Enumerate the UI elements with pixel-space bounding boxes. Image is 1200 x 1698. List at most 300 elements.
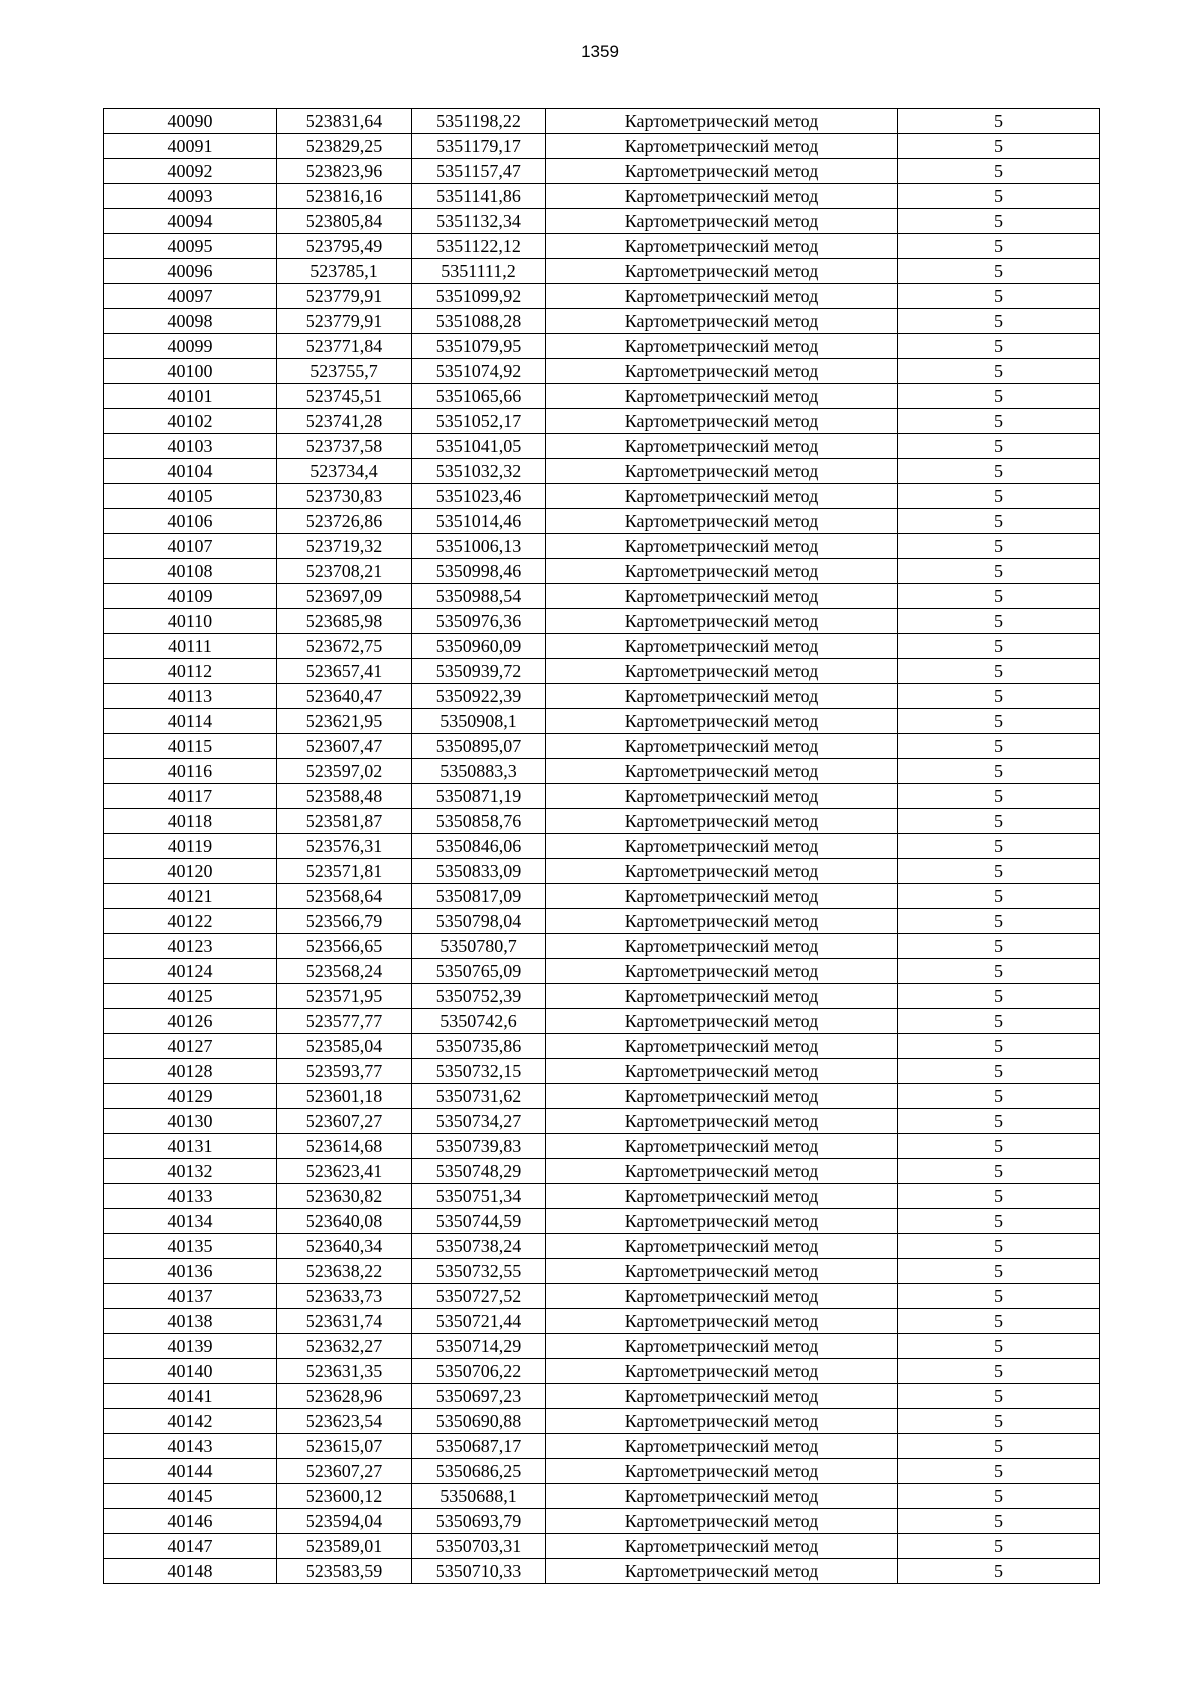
x-coordinate-cell: 523633,73 bbox=[277, 1284, 412, 1309]
method-cell: Картометрический метод bbox=[546, 884, 898, 909]
table-row bbox=[104, 534, 1100, 559]
point-number-cell: 40110 bbox=[104, 609, 277, 634]
y-coordinate-cell: 5350697,23 bbox=[412, 1384, 546, 1409]
point-number-cell: 40095 bbox=[104, 234, 277, 259]
y-coordinate-cell: 5351157,47 bbox=[412, 159, 546, 184]
x-coordinate-cell: 523576,31 bbox=[277, 834, 412, 859]
table-row bbox=[104, 109, 1100, 134]
method-cell: Картометрический метод bbox=[546, 609, 898, 634]
x-coordinate-cell: 523640,34 bbox=[277, 1234, 412, 1259]
point-number-cell: 40104 bbox=[104, 459, 277, 484]
table-row bbox=[104, 784, 1100, 809]
table-row bbox=[104, 984, 1100, 1009]
point-number-cell: 40113 bbox=[104, 684, 277, 709]
table-row bbox=[104, 1534, 1100, 1559]
table-row bbox=[104, 1159, 1100, 1184]
accuracy-cell: 5 bbox=[898, 184, 1100, 209]
table-row bbox=[104, 909, 1100, 934]
x-coordinate-cell: 523640,08 bbox=[277, 1209, 412, 1234]
y-coordinate-cell: 5350687,17 bbox=[412, 1434, 546, 1459]
method-cell: Картометрический метод bbox=[546, 834, 898, 859]
point-number-cell: 40114 bbox=[104, 709, 277, 734]
table-row bbox=[104, 484, 1100, 509]
x-coordinate-cell: 523571,81 bbox=[277, 859, 412, 884]
method-cell: Картометрический метод bbox=[546, 734, 898, 759]
page-number: 1359 bbox=[581, 42, 619, 61]
table-row bbox=[104, 1209, 1100, 1234]
point-number-cell: 40132 bbox=[104, 1159, 277, 1184]
x-coordinate-cell: 523601,18 bbox=[277, 1084, 412, 1109]
y-coordinate-cell: 5350732,55 bbox=[412, 1259, 546, 1284]
accuracy-cell: 5 bbox=[898, 259, 1100, 284]
accuracy-cell: 5 bbox=[898, 1034, 1100, 1059]
x-coordinate-cell: 523816,16 bbox=[277, 184, 412, 209]
point-number-cell: 40111 bbox=[104, 634, 277, 659]
y-coordinate-cell: 5350748,29 bbox=[412, 1159, 546, 1184]
y-coordinate-cell: 5351023,46 bbox=[412, 484, 546, 509]
point-number-cell: 40143 bbox=[104, 1434, 277, 1459]
method-cell: Картометрический метод bbox=[546, 384, 898, 409]
y-coordinate-cell: 5350858,76 bbox=[412, 809, 546, 834]
point-number-cell: 40099 bbox=[104, 334, 277, 359]
accuracy-cell: 5 bbox=[898, 534, 1100, 559]
x-coordinate-cell: 523630,82 bbox=[277, 1184, 412, 1209]
point-number-cell: 40117 bbox=[104, 784, 277, 809]
accuracy-cell: 5 bbox=[898, 359, 1100, 384]
accuracy-cell: 5 bbox=[898, 984, 1100, 1009]
x-coordinate-cell: 523607,27 bbox=[277, 1109, 412, 1134]
accuracy-cell: 5 bbox=[898, 434, 1100, 459]
point-number-cell: 40094 bbox=[104, 209, 277, 234]
accuracy-cell: 5 bbox=[898, 1184, 1100, 1209]
point-number-cell: 40146 bbox=[104, 1509, 277, 1534]
point-number-cell: 40108 bbox=[104, 559, 277, 584]
method-cell: Картометрический метод bbox=[546, 359, 898, 384]
y-coordinate-cell: 5351006,13 bbox=[412, 534, 546, 559]
table-row bbox=[104, 184, 1100, 209]
method-cell: Картометрический метод bbox=[546, 909, 898, 934]
accuracy-cell: 5 bbox=[898, 584, 1100, 609]
x-coordinate-cell: 523779,91 bbox=[277, 309, 412, 334]
table-row bbox=[104, 1359, 1100, 1384]
y-coordinate-cell: 5350908,1 bbox=[412, 709, 546, 734]
x-coordinate-cell: 523623,54 bbox=[277, 1409, 412, 1434]
table-row bbox=[104, 634, 1100, 659]
table-row bbox=[104, 1059, 1100, 1084]
x-coordinate-cell: 523614,68 bbox=[277, 1134, 412, 1159]
method-cell: Картометрический метод bbox=[546, 959, 898, 984]
x-coordinate-cell: 523607,47 bbox=[277, 734, 412, 759]
y-coordinate-cell: 5350710,33 bbox=[412, 1559, 546, 1584]
table-row bbox=[104, 434, 1100, 459]
x-coordinate-cell: 523737,58 bbox=[277, 434, 412, 459]
accuracy-cell: 5 bbox=[898, 1409, 1100, 1434]
method-cell: Картометрический метод bbox=[546, 1334, 898, 1359]
y-coordinate-cell: 5350883,3 bbox=[412, 759, 546, 784]
method-cell: Картометрический метод bbox=[546, 534, 898, 559]
accuracy-cell: 5 bbox=[898, 1084, 1100, 1109]
x-coordinate-cell: 523741,28 bbox=[277, 409, 412, 434]
y-coordinate-cell: 5350734,27 bbox=[412, 1109, 546, 1134]
y-coordinate-cell: 5351088,28 bbox=[412, 309, 546, 334]
x-coordinate-cell: 523571,95 bbox=[277, 984, 412, 1009]
accuracy-cell: 5 bbox=[898, 1009, 1100, 1034]
method-cell: Картометрический метод bbox=[546, 1184, 898, 1209]
method-cell: Картометрический метод bbox=[546, 334, 898, 359]
x-coordinate-cell: 523566,65 bbox=[277, 934, 412, 959]
y-coordinate-cell: 5351111,2 bbox=[412, 259, 546, 284]
accuracy-cell: 5 bbox=[898, 1509, 1100, 1534]
y-coordinate-cell: 5350922,39 bbox=[412, 684, 546, 709]
x-coordinate-cell: 523829,25 bbox=[277, 134, 412, 159]
table-row bbox=[104, 1409, 1100, 1434]
method-cell: Картометрический метод bbox=[546, 1084, 898, 1109]
table-row bbox=[104, 1009, 1100, 1034]
y-coordinate-cell: 5351122,12 bbox=[412, 234, 546, 259]
accuracy-cell: 5 bbox=[898, 1284, 1100, 1309]
method-cell: Картометрический метод bbox=[546, 484, 898, 509]
accuracy-cell: 5 bbox=[898, 1309, 1100, 1334]
accuracy-cell: 5 bbox=[898, 109, 1100, 134]
point-number-cell: 40120 bbox=[104, 859, 277, 884]
table-row bbox=[104, 809, 1100, 834]
table-row bbox=[104, 1034, 1100, 1059]
point-number-cell: 40118 bbox=[104, 809, 277, 834]
method-cell: Картометрический метод bbox=[546, 784, 898, 809]
method-cell: Картометрический метод bbox=[546, 234, 898, 259]
point-number-cell: 40122 bbox=[104, 909, 277, 934]
y-coordinate-cell: 5350780,7 bbox=[412, 934, 546, 959]
method-cell: Картометрический метод bbox=[546, 159, 898, 184]
method-cell: Картометрический метод bbox=[546, 134, 898, 159]
x-coordinate-cell: 523734,4 bbox=[277, 459, 412, 484]
table-row bbox=[104, 559, 1100, 584]
accuracy-cell: 5 bbox=[898, 559, 1100, 584]
method-cell: Картометрический метод bbox=[546, 1484, 898, 1509]
accuracy-cell: 5 bbox=[898, 934, 1100, 959]
x-coordinate-cell: 523685,98 bbox=[277, 609, 412, 634]
point-number-cell: 40098 bbox=[104, 309, 277, 334]
accuracy-cell: 5 bbox=[898, 1559, 1100, 1584]
x-coordinate-cell: 523623,41 bbox=[277, 1159, 412, 1184]
method-cell: Картометрический метод bbox=[546, 1209, 898, 1234]
table-row bbox=[104, 384, 1100, 409]
method-cell: Картометрический метод bbox=[546, 1409, 898, 1434]
point-number-cell: 40093 bbox=[104, 184, 277, 209]
y-coordinate-cell: 5351141,86 bbox=[412, 184, 546, 209]
method-cell: Картометрический метод bbox=[546, 1134, 898, 1159]
point-number-cell: 40115 bbox=[104, 734, 277, 759]
accuracy-cell: 5 bbox=[898, 134, 1100, 159]
x-coordinate-cell: 523631,74 bbox=[277, 1309, 412, 1334]
table-row bbox=[104, 609, 1100, 634]
accuracy-cell: 5 bbox=[898, 634, 1100, 659]
point-number-cell: 40126 bbox=[104, 1009, 277, 1034]
point-number-cell: 40135 bbox=[104, 1234, 277, 1259]
x-coordinate-cell: 523657,41 bbox=[277, 659, 412, 684]
table-row bbox=[104, 934, 1100, 959]
point-number-cell: 40142 bbox=[104, 1409, 277, 1434]
accuracy-cell: 5 bbox=[898, 1384, 1100, 1409]
accuracy-cell: 5 bbox=[898, 709, 1100, 734]
accuracy-cell: 5 bbox=[898, 684, 1100, 709]
point-number-cell: 40145 bbox=[104, 1484, 277, 1509]
method-cell: Картометрический метод bbox=[546, 709, 898, 734]
x-coordinate-cell: 523597,02 bbox=[277, 759, 412, 784]
accuracy-cell: 5 bbox=[898, 1334, 1100, 1359]
y-coordinate-cell: 5351052,17 bbox=[412, 409, 546, 434]
point-number-cell: 40130 bbox=[104, 1109, 277, 1134]
y-coordinate-cell: 5351032,32 bbox=[412, 459, 546, 484]
x-coordinate-cell: 523607,27 bbox=[277, 1459, 412, 1484]
coordinates-table bbox=[103, 108, 1100, 1584]
accuracy-cell: 5 bbox=[898, 1459, 1100, 1484]
table-row bbox=[104, 1459, 1100, 1484]
x-coordinate-cell: 523805,84 bbox=[277, 209, 412, 234]
point-number-cell: 40109 bbox=[104, 584, 277, 609]
y-coordinate-cell: 5350703,31 bbox=[412, 1534, 546, 1559]
method-cell: Картометрический метод bbox=[546, 109, 898, 134]
y-coordinate-cell: 5350738,24 bbox=[412, 1234, 546, 1259]
method-cell: Картометрический метод bbox=[546, 859, 898, 884]
accuracy-cell: 5 bbox=[898, 1434, 1100, 1459]
table-row bbox=[104, 1309, 1100, 1334]
method-cell: Картометрический метод bbox=[546, 1559, 898, 1584]
point-number-cell: 40105 bbox=[104, 484, 277, 509]
x-coordinate-cell: 523621,95 bbox=[277, 709, 412, 734]
accuracy-cell: 5 bbox=[898, 1109, 1100, 1134]
method-cell: Картометрический метод bbox=[546, 759, 898, 784]
method-cell: Картометрический метод bbox=[546, 1159, 898, 1184]
accuracy-cell: 5 bbox=[898, 1159, 1100, 1184]
x-coordinate-cell: 523745,51 bbox=[277, 384, 412, 409]
accuracy-cell: 5 bbox=[898, 234, 1100, 259]
x-coordinate-cell: 523628,96 bbox=[277, 1384, 412, 1409]
y-coordinate-cell: 5350688,1 bbox=[412, 1484, 546, 1509]
y-coordinate-cell: 5351065,66 bbox=[412, 384, 546, 409]
table-row bbox=[104, 409, 1100, 434]
method-cell: Картометрический метод bbox=[546, 184, 898, 209]
table-row bbox=[104, 1434, 1100, 1459]
accuracy-cell: 5 bbox=[898, 1359, 1100, 1384]
table-row bbox=[104, 1259, 1100, 1284]
table-row bbox=[104, 1559, 1100, 1584]
method-cell: Картометрический метод bbox=[546, 1234, 898, 1259]
method-cell: Картометрический метод bbox=[546, 1359, 898, 1384]
y-coordinate-cell: 5350998,46 bbox=[412, 559, 546, 584]
table-row bbox=[104, 884, 1100, 909]
table-row bbox=[104, 1334, 1100, 1359]
table-row bbox=[104, 659, 1100, 684]
accuracy-cell: 5 bbox=[898, 1234, 1100, 1259]
accuracy-cell: 5 bbox=[898, 834, 1100, 859]
point-number-cell: 40128 bbox=[104, 1059, 277, 1084]
accuracy-cell: 5 bbox=[898, 959, 1100, 984]
point-number-cell: 40107 bbox=[104, 534, 277, 559]
x-coordinate-cell: 523795,49 bbox=[277, 234, 412, 259]
accuracy-cell: 5 bbox=[898, 384, 1100, 409]
point-number-cell: 40147 bbox=[104, 1534, 277, 1559]
method-cell: Картометрический метод bbox=[546, 1284, 898, 1309]
method-cell: Картометрический метод bbox=[546, 584, 898, 609]
y-coordinate-cell: 5350690,88 bbox=[412, 1409, 546, 1434]
y-coordinate-cell: 5350732,15 bbox=[412, 1059, 546, 1084]
y-coordinate-cell: 5350846,06 bbox=[412, 834, 546, 859]
point-number-cell: 40141 bbox=[104, 1384, 277, 1409]
table-row bbox=[104, 159, 1100, 184]
x-coordinate-cell: 523779,91 bbox=[277, 284, 412, 309]
x-coordinate-cell: 523726,86 bbox=[277, 509, 412, 534]
point-number-cell: 40148 bbox=[104, 1559, 277, 1584]
x-coordinate-cell: 523697,09 bbox=[277, 584, 412, 609]
x-coordinate-cell: 523638,22 bbox=[277, 1259, 412, 1284]
y-coordinate-cell: 5351074,92 bbox=[412, 359, 546, 384]
point-number-cell: 40097 bbox=[104, 284, 277, 309]
x-coordinate-cell: 523771,84 bbox=[277, 334, 412, 359]
table-row bbox=[104, 684, 1100, 709]
point-number-cell: 40131 bbox=[104, 1134, 277, 1159]
x-coordinate-cell: 523581,87 bbox=[277, 809, 412, 834]
accuracy-cell: 5 bbox=[898, 1209, 1100, 1234]
table-row bbox=[104, 734, 1100, 759]
x-coordinate-cell: 523585,04 bbox=[277, 1034, 412, 1059]
method-cell: Картометрический метод bbox=[546, 1009, 898, 1034]
y-coordinate-cell: 5350895,07 bbox=[412, 734, 546, 759]
y-coordinate-cell: 5350798,04 bbox=[412, 909, 546, 934]
table-row bbox=[104, 584, 1100, 609]
x-coordinate-cell: 523615,07 bbox=[277, 1434, 412, 1459]
x-coordinate-cell: 523730,83 bbox=[277, 484, 412, 509]
accuracy-cell: 5 bbox=[898, 209, 1100, 234]
point-number-cell: 40123 bbox=[104, 934, 277, 959]
y-coordinate-cell: 5350976,36 bbox=[412, 609, 546, 634]
point-number-cell: 40124 bbox=[104, 959, 277, 984]
y-coordinate-cell: 5350817,09 bbox=[412, 884, 546, 909]
y-coordinate-cell: 5351198,22 bbox=[412, 109, 546, 134]
y-coordinate-cell: 5350693,79 bbox=[412, 1509, 546, 1534]
point-number-cell: 40092 bbox=[104, 159, 277, 184]
x-coordinate-cell: 523631,35 bbox=[277, 1359, 412, 1384]
method-cell: Картометрический метод bbox=[546, 559, 898, 584]
y-coordinate-cell: 5351041,05 bbox=[412, 434, 546, 459]
method-cell: Картометрический метод bbox=[546, 1109, 898, 1134]
method-cell: Картометрический метод bbox=[546, 284, 898, 309]
accuracy-cell: 5 bbox=[898, 1259, 1100, 1284]
point-number-cell: 40102 bbox=[104, 409, 277, 434]
accuracy-cell: 5 bbox=[898, 1059, 1100, 1084]
accuracy-cell: 5 bbox=[898, 734, 1100, 759]
accuracy-cell: 5 bbox=[898, 884, 1100, 909]
method-cell: Картометрический метод bbox=[546, 1384, 898, 1409]
table-row bbox=[104, 1184, 1100, 1209]
accuracy-cell: 5 bbox=[898, 1134, 1100, 1159]
y-coordinate-cell: 5350744,59 bbox=[412, 1209, 546, 1234]
y-coordinate-cell: 5350939,72 bbox=[412, 659, 546, 684]
accuracy-cell: 5 bbox=[898, 484, 1100, 509]
point-number-cell: 40129 bbox=[104, 1084, 277, 1109]
method-cell: Картометрический метод bbox=[546, 259, 898, 284]
accuracy-cell: 5 bbox=[898, 1534, 1100, 1559]
method-cell: Картометрический метод bbox=[546, 984, 898, 1009]
y-coordinate-cell: 5351132,34 bbox=[412, 209, 546, 234]
accuracy-cell: 5 bbox=[898, 509, 1100, 534]
point-number-cell: 40139 bbox=[104, 1334, 277, 1359]
x-coordinate-cell: 523568,24 bbox=[277, 959, 412, 984]
point-number-cell: 40106 bbox=[104, 509, 277, 534]
x-coordinate-cell: 523831,64 bbox=[277, 109, 412, 134]
y-coordinate-cell: 5350714,29 bbox=[412, 1334, 546, 1359]
y-coordinate-cell: 5350731,62 bbox=[412, 1084, 546, 1109]
y-coordinate-cell: 5350735,86 bbox=[412, 1034, 546, 1059]
table-row bbox=[104, 834, 1100, 859]
y-coordinate-cell: 5350706,22 bbox=[412, 1359, 546, 1384]
accuracy-cell: 5 bbox=[898, 159, 1100, 184]
method-cell: Картометрический метод bbox=[546, 309, 898, 334]
method-cell: Картометрический метод bbox=[546, 659, 898, 684]
accuracy-cell: 5 bbox=[898, 759, 1100, 784]
y-coordinate-cell: 5350727,52 bbox=[412, 1284, 546, 1309]
accuracy-cell: 5 bbox=[898, 309, 1100, 334]
table-row bbox=[104, 709, 1100, 734]
point-number-cell: 40133 bbox=[104, 1184, 277, 1209]
method-cell: Картометрический метод bbox=[546, 1309, 898, 1334]
x-coordinate-cell: 523719,32 bbox=[277, 534, 412, 559]
table-row bbox=[104, 1134, 1100, 1159]
x-coordinate-cell: 523708,21 bbox=[277, 559, 412, 584]
table-row bbox=[104, 859, 1100, 884]
method-cell: Картометрический метод bbox=[546, 1509, 898, 1534]
point-number-cell: 40103 bbox=[104, 434, 277, 459]
accuracy-cell: 5 bbox=[898, 1484, 1100, 1509]
point-number-cell: 40119 bbox=[104, 834, 277, 859]
point-number-cell: 40101 bbox=[104, 384, 277, 409]
table-row bbox=[104, 1384, 1100, 1409]
x-coordinate-cell: 523632,27 bbox=[277, 1334, 412, 1359]
y-coordinate-cell: 5351079,95 bbox=[412, 334, 546, 359]
table-row bbox=[104, 1484, 1100, 1509]
x-coordinate-cell: 523593,77 bbox=[277, 1059, 412, 1084]
table-row bbox=[104, 1234, 1100, 1259]
y-coordinate-cell: 5350871,19 bbox=[412, 784, 546, 809]
x-coordinate-cell: 523785,1 bbox=[277, 259, 412, 284]
table-row bbox=[104, 284, 1100, 309]
method-cell: Картометрический метод bbox=[546, 209, 898, 234]
y-coordinate-cell: 5350721,44 bbox=[412, 1309, 546, 1334]
table-row bbox=[104, 359, 1100, 384]
y-coordinate-cell: 5350833,09 bbox=[412, 859, 546, 884]
y-coordinate-cell: 5350765,09 bbox=[412, 959, 546, 984]
accuracy-cell: 5 bbox=[898, 284, 1100, 309]
point-number-cell: 40121 bbox=[104, 884, 277, 909]
y-coordinate-cell: 5350739,83 bbox=[412, 1134, 546, 1159]
table-row bbox=[104, 459, 1100, 484]
table-row bbox=[104, 309, 1100, 334]
point-number-cell: 40112 bbox=[104, 659, 277, 684]
point-number-cell: 40096 bbox=[104, 259, 277, 284]
accuracy-cell: 5 bbox=[898, 334, 1100, 359]
point-number-cell: 40125 bbox=[104, 984, 277, 1009]
method-cell: Картометрический метод bbox=[546, 634, 898, 659]
table-row bbox=[104, 959, 1100, 984]
x-coordinate-cell: 523588,48 bbox=[277, 784, 412, 809]
point-number-cell: 40134 bbox=[104, 1209, 277, 1234]
method-cell: Картометрический метод bbox=[546, 509, 898, 534]
method-cell: Картометрический метод bbox=[546, 1459, 898, 1484]
x-coordinate-cell: 523823,96 bbox=[277, 159, 412, 184]
method-cell: Картометрический метод bbox=[546, 1259, 898, 1284]
point-number-cell: 40140 bbox=[104, 1359, 277, 1384]
y-coordinate-cell: 5350752,39 bbox=[412, 984, 546, 1009]
